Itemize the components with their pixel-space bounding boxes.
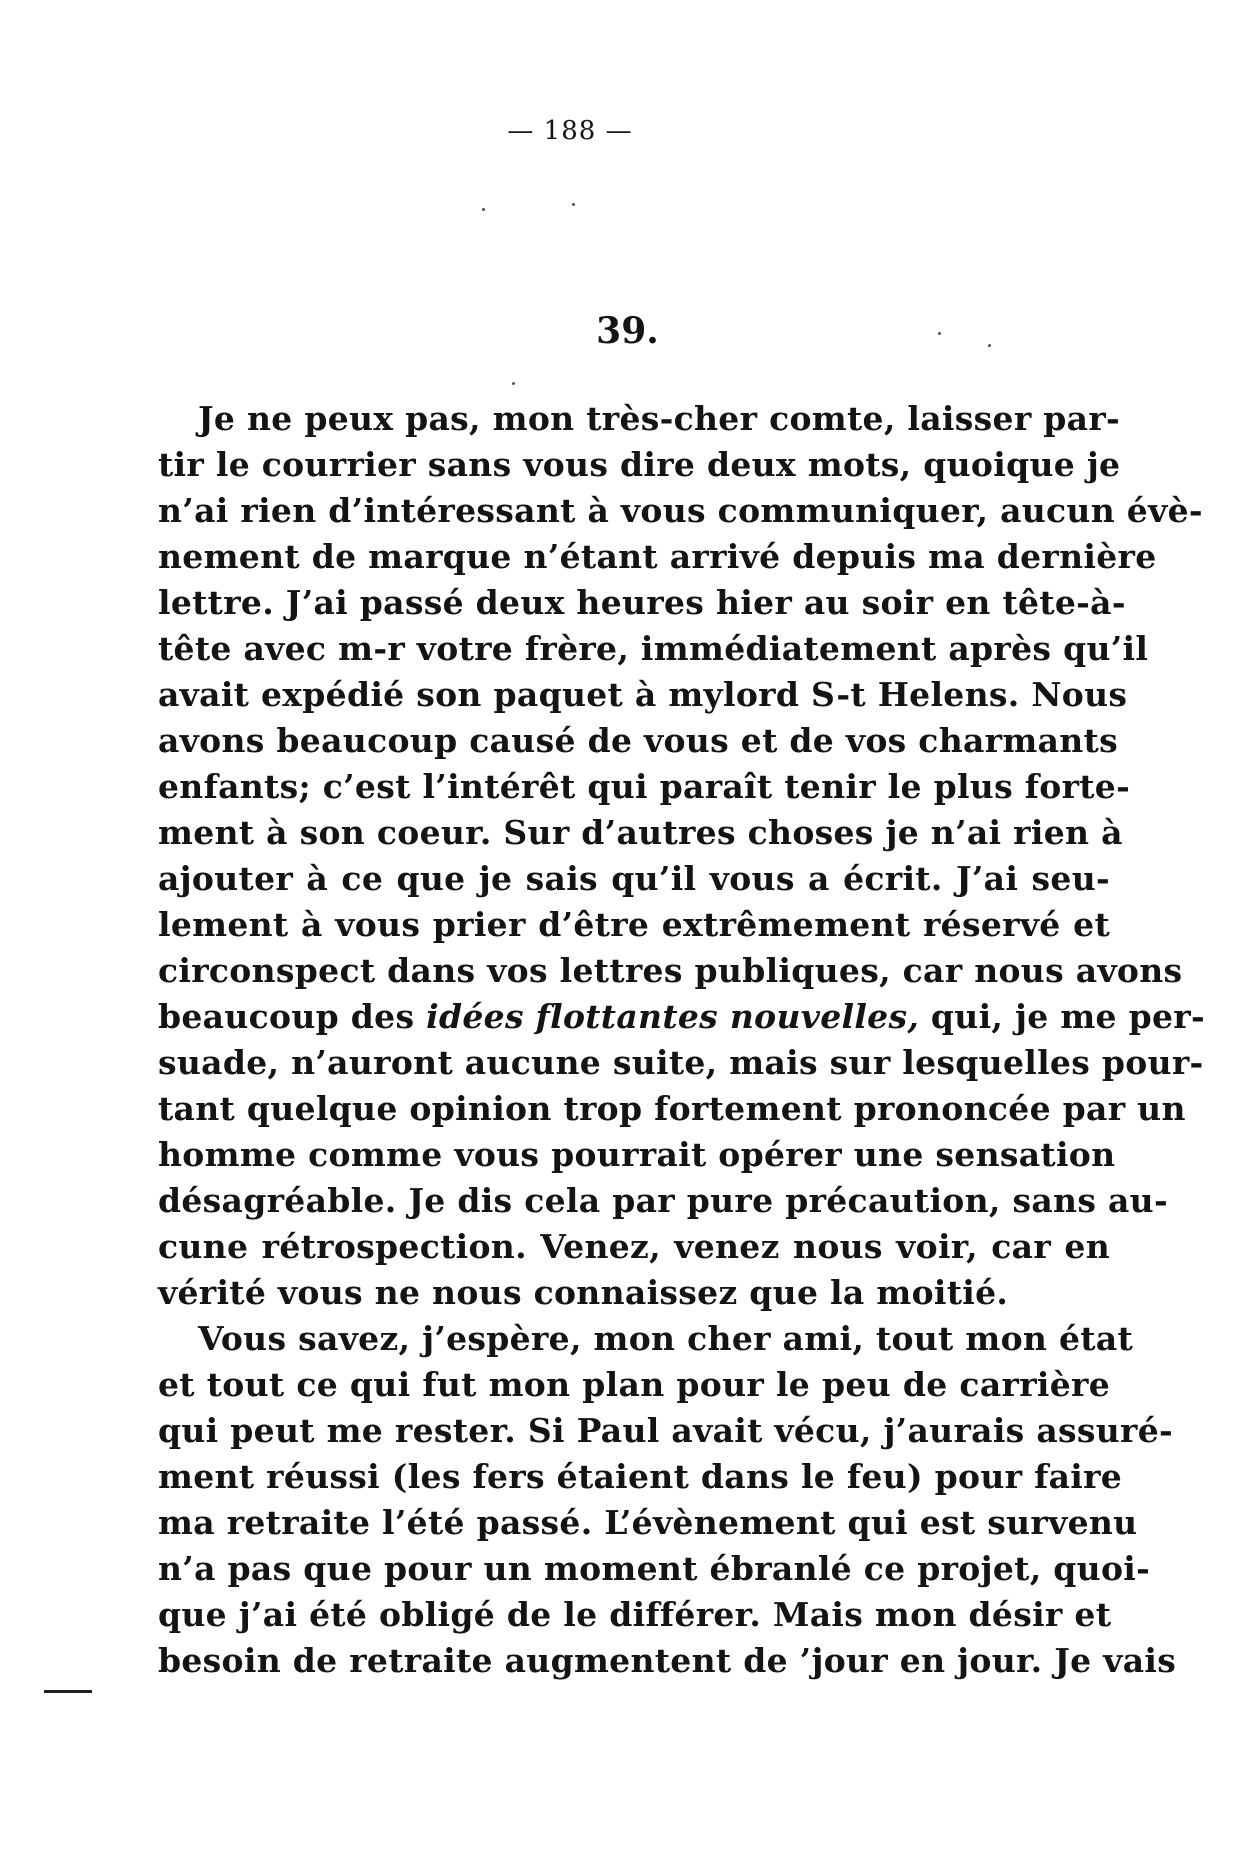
text-line (158, 1132, 1116, 1178)
text-line-content: ment à son coeur. Sur d’autres choses je n’ai rien à (158, 813, 1123, 852)
text-line (158, 1362, 1110, 1408)
text-line-content: avons beaucoup causé de vous et de vos charmants (158, 721, 1118, 760)
print-speck (988, 344, 991, 347)
text-line-content: suade, n’auront aucune suite, mais sur lesquelles pour- (158, 1043, 1204, 1082)
text-line (158, 1408, 1174, 1454)
text-line-content: ma retraite l’été passé. L’évènement qui est survenu (158, 1503, 1138, 1542)
text-line-content: lement à vous prier d’être extrêmement réservé et (158, 905, 1110, 944)
text-line (158, 994, 1205, 1040)
print-speck (512, 382, 515, 385)
text-line-content: Vous savez, j’espère, mon cher ami, tout mon état (198, 1319, 1134, 1358)
text-line (158, 948, 1183, 994)
text-line (158, 856, 1110, 902)
italic-phrase: idées flottantes nouvelles, (426, 997, 920, 1036)
text-line (158, 488, 1203, 534)
text-line (158, 1040, 1204, 1086)
text-line-continuation: qui, je me per- (919, 997, 1205, 1036)
margin-rule (44, 1690, 92, 1693)
text-line-content: circonspect dans vos lettres publiques, car nous avons (158, 951, 1183, 990)
print-speck (572, 203, 575, 206)
text-line-content: nement de marque n’étant arrivé depuis ma dernière (158, 537, 1157, 576)
text-line (158, 902, 1110, 948)
print-speck (938, 332, 941, 335)
letter-number-heading: 39. (596, 310, 659, 352)
text-line-content: ajouter à ce que je sais qu’il vous a écrit. J’ai seu- (158, 859, 1110, 898)
text-line-content: lettre. J’ai passé deux heures hier au soir en tête-à- (158, 583, 1126, 622)
text-line-content: qui peut me rester. Si Paul avait vécu, j’aurais assuré- (158, 1411, 1174, 1450)
text-line-content: vérité vous ne nous connaissez que la moitié. (158, 1273, 1009, 1312)
text-line-content: Je ne peux pas, mon très-cher comte, laisser par- (198, 399, 1121, 438)
text-line-content: cune rétrospection. Venez, venez nous voir, car en (158, 1227, 1110, 1266)
text-line-content: n’a pas que pour un moment ébranlé ce projet, quoi- (158, 1549, 1151, 1588)
text-line-content: ment réussi (les fers étaient dans le feu) pour faire (158, 1457, 1123, 1496)
text-line-content: beaucoup des (158, 997, 427, 1036)
running-head-page-number: — 188 — (507, 116, 633, 146)
text-line (158, 626, 1149, 672)
text-line (158, 1316, 1134, 1362)
text-line-content: avait expédié son paquet à mylord S-t Helens. Nous (158, 675, 1128, 714)
text-line (158, 534, 1157, 580)
text-line (158, 1546, 1151, 1592)
text-line (158, 396, 1121, 442)
text-line (158, 718, 1118, 764)
text-line-content: désagréable. Je dis cela par pure précaution, sans au- (158, 1181, 1168, 1220)
text-line-content: enfants; c’est l’intérêt qui paraît tenir le plus forte- (158, 767, 1131, 806)
text-line-content: tête avec m-r votre frère, immédiatement après qu’il (158, 629, 1149, 668)
text-line (158, 1086, 1186, 1132)
text-line-content: n’ai rien d’intéressant à vous communiquer, aucun évè- (158, 491, 1203, 530)
text-line (158, 1270, 1110, 1316)
text-line-content: tant quelque opinion trop fortement prononcée par un (158, 1089, 1186, 1128)
text-line (158, 580, 1126, 626)
text-line (158, 442, 1121, 488)
text-line (158, 810, 1123, 856)
text-line (158, 1454, 1123, 1500)
text-line-content: que j’ai été obligé de le différer. Mais mon désir et (158, 1595, 1112, 1634)
letter-body (158, 396, 1205, 1684)
print-speck (482, 208, 485, 211)
text-line-content: homme comme vous pourrait opérer une sensation (158, 1135, 1116, 1174)
text-line (158, 1224, 1110, 1270)
text-line (158, 1178, 1168, 1224)
text-line (158, 1500, 1138, 1546)
text-line (158, 764, 1131, 810)
text-line-content: besoin de retraite augmentent de ’jour en jour. Je vais (158, 1641, 1177, 1680)
text-line (158, 1592, 1110, 1638)
text-line-content: tir le courrier sans vous dire deux mots, quoique je (158, 445, 1121, 484)
text-line (158, 672, 1128, 718)
text-line-content: et tout ce qui fut mon plan pour le peu de carrière (158, 1365, 1110, 1404)
text-line (158, 1638, 1177, 1684)
